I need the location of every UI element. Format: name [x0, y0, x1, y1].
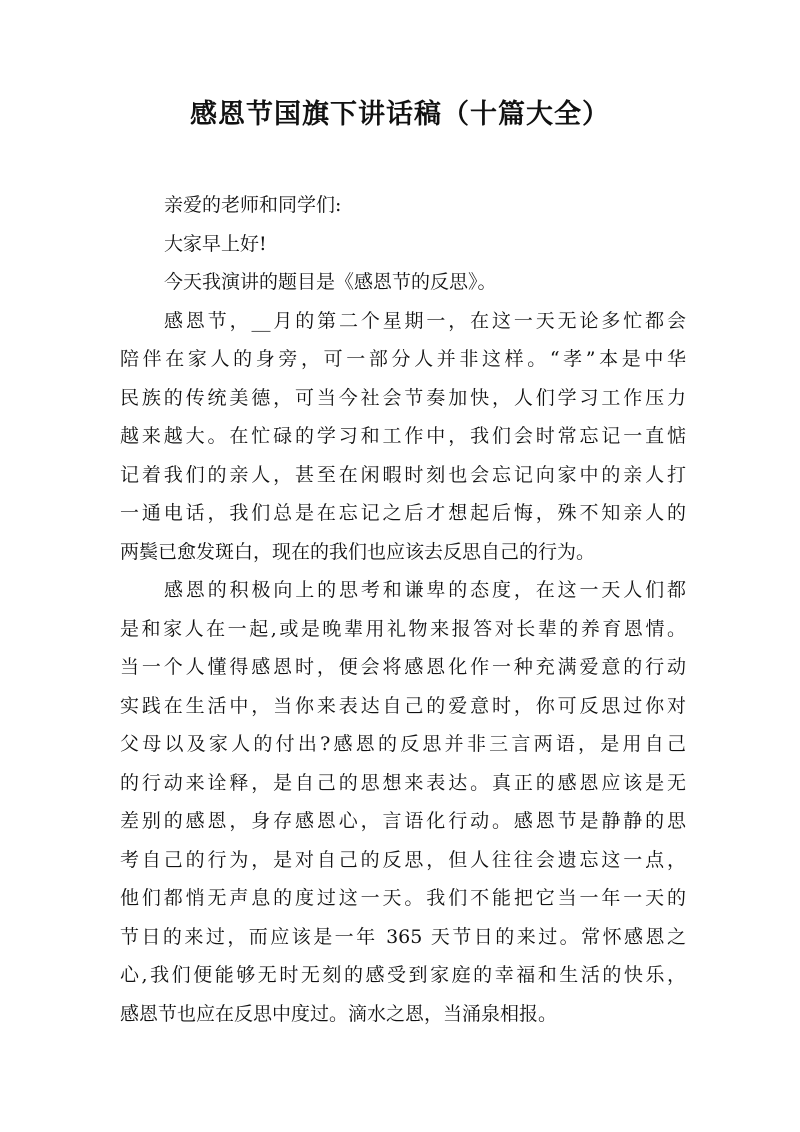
- paragraph-2-line-1: 感恩的积极向上的思考和谦卑的态度，在这一天人们都: [164, 579, 686, 601]
- paragraph-2-line-7: 差别的感恩，身存感恩心，言语化行动。感恩节是静静的思: [120, 810, 686, 832]
- salutation-line: 亲爱的老师和同学们:: [164, 194, 342, 216]
- paragraph-1-line-1: 感恩节，__月的第二个星期一，在这一天无论多忙都会: [164, 309, 686, 332]
- paragraph-1-line-6: 一通电话，我们总是在忘记之后才想起后悔，殊不知亲人的: [120, 502, 686, 524]
- document-body: [120, 186, 686, 1033]
- paragraph-1-line-3: 民族的传统美德，可当今社会节奏加快，人们学习工作压力: [120, 386, 686, 409]
- greeting-line: 大家早上好!: [164, 232, 267, 255]
- paragraph-2-line-10: 节日的来过，而应该是一年 365 天节日的来过。常怀感恩之: [120, 925, 686, 948]
- paragraph-1-line-7: 两鬓已愈发斑白，现在的我们也应该去反思自己的行为。: [120, 540, 596, 563]
- paragraph-2-line-5: 父母以及家人的付出?感恩的反思并非三言两语，是用自己: [120, 733, 686, 755]
- paragraph-2-line-9: 他们都悄无声息的度过这一天。我们不能把它当一年一天的: [120, 887, 686, 909]
- paragraph-1-line-2: 陪伴在家人的身旁，可一部分人并非这样。“孝”本是中华: [120, 348, 686, 370]
- paragraph-2-line-6: 的行动来诠释，是自己的思想来表达。真正的感恩应该是无: [120, 771, 686, 794]
- paragraph-2-line-11: 心,我们便能够无时无刻的感受到家庭的幸福和生活的快乐，: [120, 964, 686, 986]
- paragraph-1-line-4: 越来越大。在忙碌的学习和工作中，我们会时常忘记一直惦: [120, 425, 686, 447]
- paragraph-2-line-3: 当一个人懂得感恩时，便会将感恩化作一种充满爱意的行动: [120, 656, 686, 678]
- paragraph-2-line-4: 实践在生活中，当你来表达自己的爱意时，你可反思过你对: [120, 694, 686, 717]
- document-title: 感恩节国旗下讲话稿（十篇大全）: [190, 99, 610, 130]
- paragraph-2-line-2: 是和家人在一起,或是晚辈用礼物来报答对长辈的养育恩情。: [120, 617, 686, 640]
- topic-line: 今天我演讲的题目是《感恩节的反思》。: [164, 271, 497, 293]
- paragraph-2-line-12: 感恩节也应在反思中度过。滴水之恩，当涌泉相报。: [120, 1002, 558, 1025]
- paragraph-1-line-5: 记着我们的亲人，甚至在闲暇时刻也会忘记向家中的亲人打: [120, 463, 686, 486]
- paragraph-2-line-8: 考自己的行为，是对自己的反思，但人往往会遗忘这一点，: [120, 848, 686, 871]
